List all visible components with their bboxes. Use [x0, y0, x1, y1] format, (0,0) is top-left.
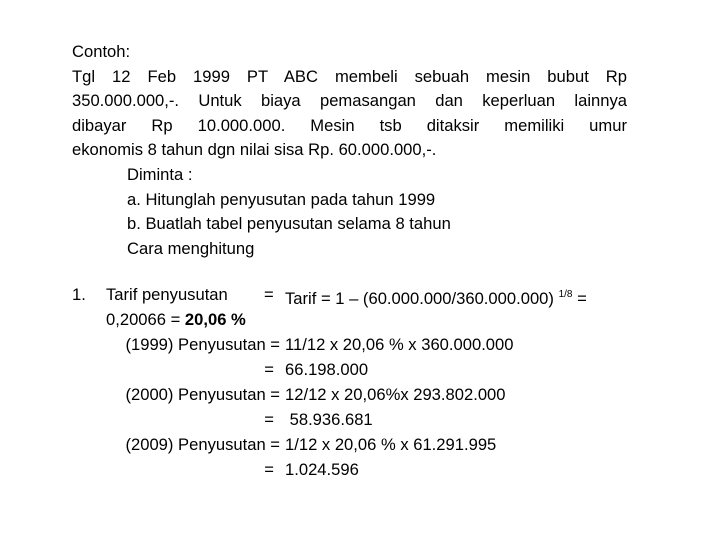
- row-label: =: [264, 410, 274, 429]
- row-value: 1.024.596: [285, 460, 359, 479]
- row-label: =: [264, 460, 274, 479]
- method-heading: Cara menghitung: [127, 238, 255, 258]
- row-label: (2000) Penyusutan =: [125, 385, 280, 404]
- tariff-equals: =: [264, 285, 274, 304]
- row-value: 1/12 x 20,06 % x 61.291.995: [285, 435, 497, 454]
- row-value: 12/12 x 20,06%x 293.802.000: [285, 385, 506, 404]
- tariff-formula-end: =: [577, 289, 587, 308]
- tariff-result-plain: 0,20066 =: [106, 310, 185, 329]
- problem-line-4: ekonomis 8 tahun dgn nilai sisa Rp. 60.000.000,-.: [72, 140, 437, 160]
- row-value: 11/12 x 20,06 % x 360.000.000: [285, 335, 514, 354]
- tariff-result-bold: 20,06 %: [184, 310, 246, 329]
- problem-line-2: 350.000.000,-. Untuk biaya pemasangan dan keperluan lainnya: [72, 91, 627, 111]
- row-label: (1999) Penyusutan =: [125, 335, 280, 354]
- task-b: b. Buatlah tabel penyusutan selama 8 tahun: [127, 214, 451, 234]
- tariff-formula: [285, 285, 587, 309]
- row-label: (2009) Penyusutan =: [125, 435, 280, 454]
- tariff-formula-text: Tarif = 1 – (60.000.000/360.000.000): [285, 289, 554, 308]
- row-label: =: [264, 360, 274, 379]
- problem-line-3: dibayar Rp 10.000.000. Mesin tsb ditaksir memiliki umur: [72, 115, 627, 135]
- task-a: a. Hitunglah penyusutan pada tahun 1999: [127, 189, 436, 209]
- tariff-label: Tarif penyusutan: [106, 285, 228, 304]
- problem-line-1: Tgl 12 Feb 1999 PT ABC membeli sebuah mesin bubut Rp: [72, 66, 627, 86]
- row-value: 58.936.681: [285, 410, 373, 429]
- tariff-result: [106, 310, 246, 330]
- tariff-exponent: 1/8: [558, 289, 573, 300]
- task-heading: Diminta :: [127, 164, 193, 184]
- example-label: Contoh:: [72, 42, 131, 61]
- row-value: 66.198.000: [285, 360, 369, 379]
- list-number: 1.: [72, 285, 86, 304]
